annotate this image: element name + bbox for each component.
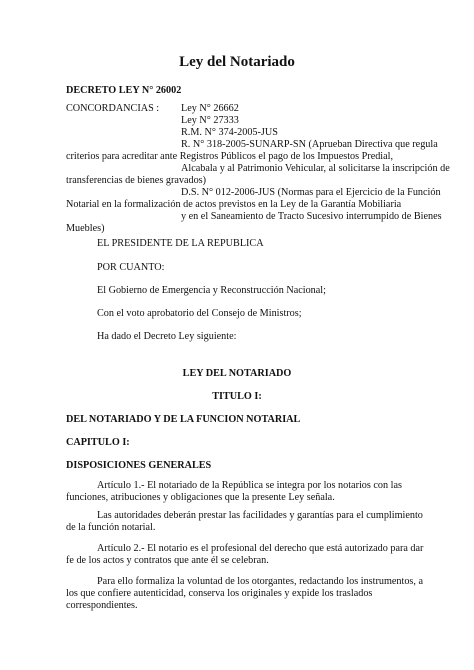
titulo-heading: TITULO I: bbox=[212, 391, 262, 402]
preamble-president: EL PRESIDENTE DE LA REPUBLICA bbox=[97, 238, 264, 249]
titulo-name: DEL NOTARIADO Y DE LA FUNCION NOTARIAL bbox=[66, 414, 301, 425]
concordancia-line: Notarial en la formalización de actos previstos en la Ley de la Garantía Mobiliaria bbox=[66, 199, 402, 210]
concordancia-line: transferencias de bienes gravados) bbox=[66, 175, 207, 186]
concordancia-line: Alcabala y al Patrimonio Vehicular, al solicitarse la inscripción de bbox=[181, 163, 450, 174]
concordancia-line: criterios para acreditar ante Registros Públicos el pago de los Impuestos Predial, bbox=[66, 151, 394, 162]
concordancia-line: Ley N° 26662 bbox=[181, 103, 239, 114]
capitulo-name: DISPOSICIONES GENERALES bbox=[66, 460, 212, 471]
concordancia-line: D.S. N° 012-2006-JUS (Normas para el Ejercicio de la Función bbox=[181, 187, 441, 198]
concordancia-line: R.M. N° 374-2005-JUS bbox=[181, 127, 278, 138]
article-2-line: fe de los actos y contratos que ante él se celebran. bbox=[66, 555, 269, 566]
article-1b-line: de la función notarial. bbox=[66, 522, 156, 533]
concordancia-line: Muebles) bbox=[66, 223, 105, 234]
article-2b-line: Para ello formaliza la voluntad de los otorgantes, redactando los instrumentos, a bbox=[97, 576, 424, 587]
article-2b-line: los que confiere autenticidad, conserva los originales y expide los traslados bbox=[66, 588, 373, 599]
concordancia-line: R. N° 318-2005-SUNARP-SN (Aprueban Directiva que regula bbox=[181, 139, 438, 150]
concordancias-label: CONCORDANCIAS : bbox=[66, 103, 160, 114]
article-1-line: funciones, atribuciones y obligaciones que la presente Ley señala. bbox=[66, 492, 335, 503]
decree-number: DECRETO LEY N° 26002 bbox=[66, 85, 182, 96]
article-1b-line: Las autoridades deberán prestar las facilidades y garantías para el cumplimiento bbox=[97, 510, 423, 521]
article-2b-line: correspondientes. bbox=[66, 600, 138, 611]
law-heading: LEY DEL NOTARIADO bbox=[182, 368, 292, 379]
concordancia-line: y en el Saneamiento de Tracto Sucesivo interrumpido de Bienes bbox=[181, 211, 442, 222]
article-1-line: Artículo 1.- El notariado de la República se integra por los notarios con las bbox=[97, 480, 402, 491]
capitulo-heading: CAPITULO I: bbox=[66, 437, 130, 448]
preamble-decreto: Ha dado el Decreto Ley siguiente: bbox=[97, 331, 237, 342]
preamble-por-cuanto: POR CUANTO: bbox=[97, 262, 165, 273]
article-2-line: Artículo 2.- El notario es el profesional del derecho que está autorizado para dar bbox=[97, 543, 424, 554]
document-title: Ley del Notariado bbox=[179, 54, 295, 70]
concordancia-line: Ley N° 27333 bbox=[181, 115, 239, 126]
preamble-voto: Con el voto aprobatorio del Consejo de Ministros; bbox=[97, 308, 302, 319]
preamble-gobierno: El Gobierno de Emergencia y Reconstrucción Nacional; bbox=[97, 285, 326, 296]
